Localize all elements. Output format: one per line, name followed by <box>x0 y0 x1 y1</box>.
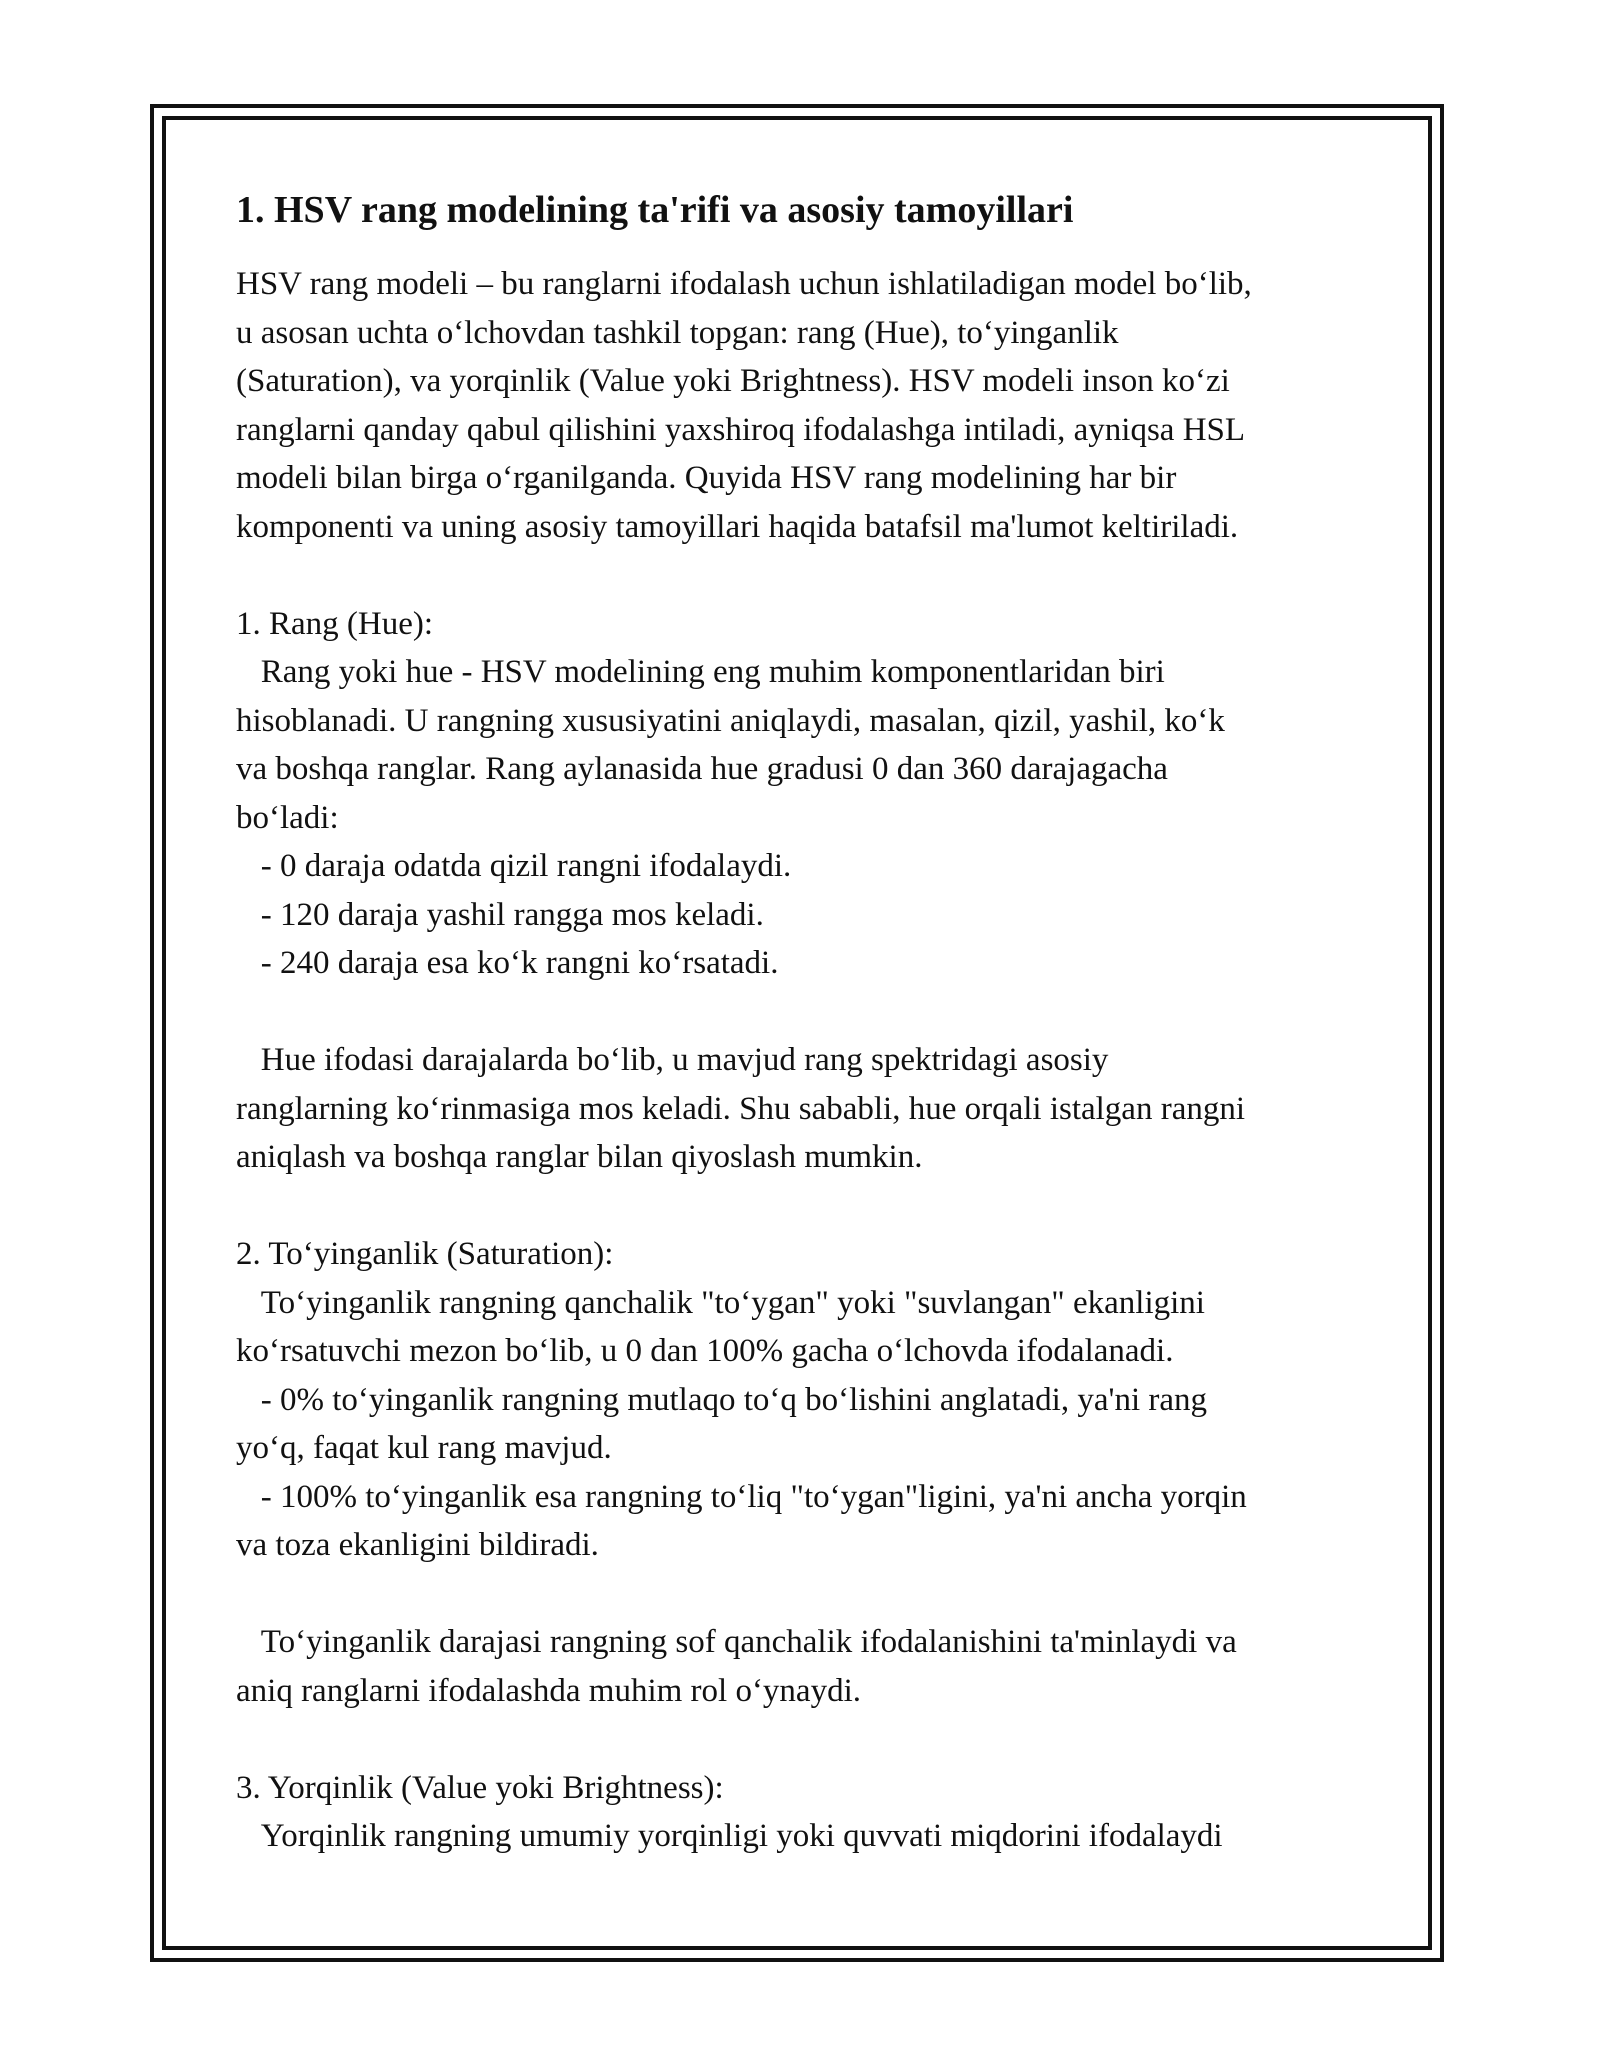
section-heading: 1. HSV rang modelining ta'rifi va asosiy tamoyillari <box>236 189 1074 231</box>
section-body-text: HSV rang modeli – bu ranglarni ifodalash uchun ishlatiladigan model bo‘lib, u asosan uchta o‘lchovdan tashkil topgan: rang (Hue), to‘yinganlik (Saturation), va yorqinlik (Value yoki Brightness). HSV modeli inson ko‘zi ranglarni qanday qabul qilishini yaxshiroq ifodalashga intiladi, ayniqsa HSL modeli bilan birga o‘rganilganda. Quyida HSV rang modelining har bir komponenti va uning asosiy tamoyillari haqida batafsil ma'lumot keltiriladi. 1. Rang (Hue): Rang yoki hue - HSV modelining eng muhim komponentlaridan biri hisoblanadi. U rangning xususiyatini aniqlaydi, masalan, qizil, yashil, ko‘k va boshqa ranglar. Rang aylanasida hue gradusi 0 dan 360 darajagacha bo‘ladi: - 0 daraja odatda qizil rangni ifodalaydi. - 120 daraja yashil rangga mos keladi. - 240 daraja esa ko‘k rangni ko‘rsatadi. Hue ifodasi darajalarda bo‘lib, u mavjud rang spektridagi asosiy ranglarning ko‘rinmasiga mos keladi. Shu sababli, hue orqali istalgan rangni aniqlash va boshqa ranglar bilan qiyoslash mumkin. 2. To‘yinganlik (Saturation): To‘yinganlik rangning qanchalik "to‘ygan" yoki "suvlangan" ekanligini ko‘rsatuvchi mezon bo‘lib, u 0 dan 100% gacha o‘lchovda ifodalanadi. - 0% to‘yinganlik rangning mutlaqo to‘q bo‘lishini anglatadi, ya'ni rang yo‘q, faqat kul rang mavjud. - 100% to‘yinganlik esa rangning to‘liq "to‘ygan"ligini, ya'ni ancha yorqin va toza ekanligini bildiradi. To‘yinganlik darajasi rangning sof qanchalik ifodalanishini ta'minlaydi va aniq ranglarni ifodalashda muhim rol o‘ynaydi. 3. Yorqinlik (Value yoki Brightness): Yorqinlik rangning umumiy yorqinligi yoki quvvati miqdorini ifodalaydi <box>236 266 1252 1854</box>
document-content <box>236 186 1366 1861</box>
